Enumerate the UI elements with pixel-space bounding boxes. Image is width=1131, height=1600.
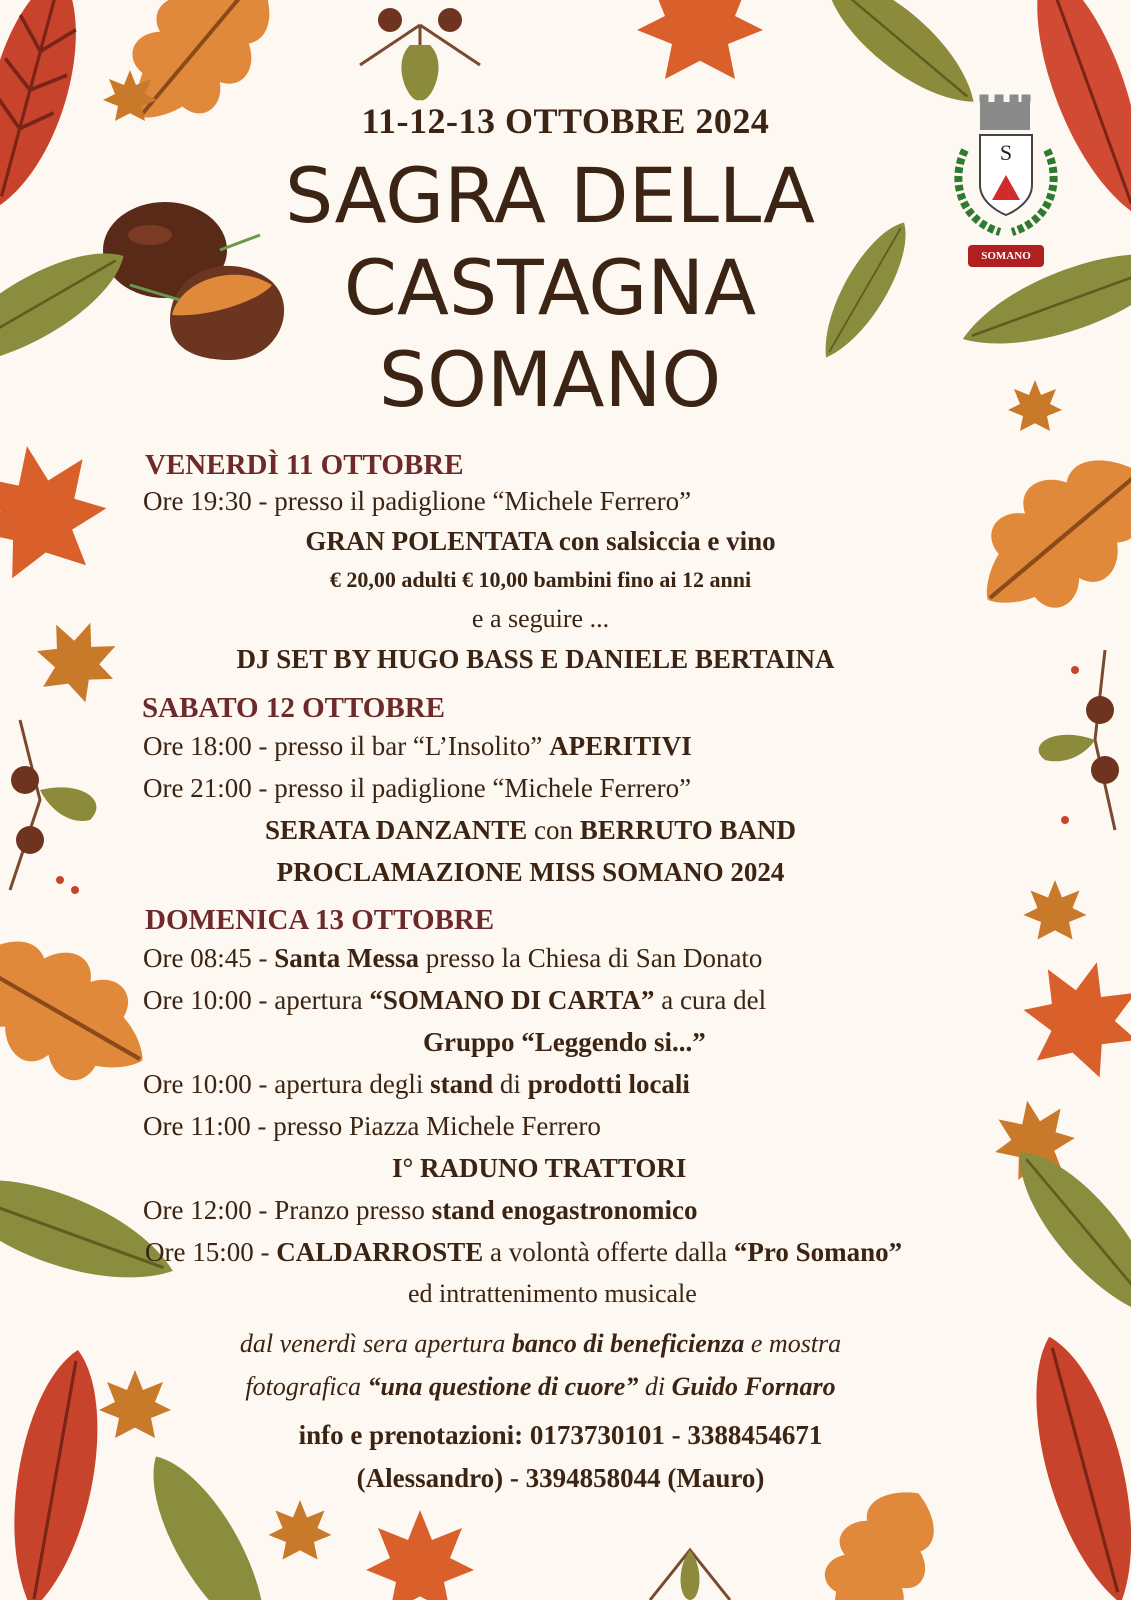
maple-leaf-icon: [1024, 880, 1087, 940]
maple-leaf-icon: [637, 0, 763, 79]
green-leaf-icon: [997, 1133, 1131, 1337]
saturday-line-1: Ore 18:00 - presso il bar “L’Insolito” APERITIVI: [143, 731, 692, 761]
friday-line-4: e a seguire ...: [471, 604, 610, 633]
title-line-3: SOMANO: [378, 335, 722, 424]
title-line-2: CASTAGNA: [343, 243, 757, 332]
sunday-line-7: Ore 12:00 - Pranzo presso stand enogastronomico: [143, 1195, 698, 1225]
info-line-2: (Alessandro) - 3394858044 (Mauro): [356, 1463, 765, 1493]
note-line-2: fotografica “una questione di cuore” di Guido Fornaro: [245, 1372, 836, 1401]
maple-leaf-icon: [0, 434, 116, 583]
saturday-line-3: SERATA DANZANTE con BERRUTO BAND: [264, 815, 797, 845]
sunday-line-9: ed intrattenimento musicale: [408, 1279, 697, 1308]
friday-line-3: € 20,00 adulti € 10,00 bambini fino ai 12 anni: [329, 567, 752, 592]
friday-heading: VENERDÌ 11 OTTOBRE: [145, 449, 464, 481]
saturday-heading: SABATO 12 OTTOBRE: [142, 692, 445, 724]
maple-leaf-icon: [269, 1500, 332, 1560]
sunday-heading: DOMENICA 13 OTTOBRE: [145, 904, 495, 936]
saturday-line-2: Ore 21:00 - presso il padiglione “Michele Ferrero”: [143, 773, 692, 803]
berry-sprig-icon: [650, 1550, 730, 1600]
maple-leaf-icon: [366, 1510, 474, 1600]
friday-line-5: DJ SET BY HUGO BASS E DANIELE BERTAINA: [236, 644, 835, 674]
friday-line-1: Ore 19:30 - presso il padiglione “Michele Ferrero”: [143, 486, 692, 516]
sunday-line-4: Ore 10:00 - apertura degli stand di prodotti locali: [143, 1069, 690, 1099]
saturday-line-4: PROCLAMAZIONE MISS SOMANO 2024: [276, 857, 785, 887]
green-leaf-icon: [0, 1156, 185, 1304]
berry-sprig-icon: [360, 8, 480, 100]
title-line-1: SAGRA DELLA: [284, 151, 816, 240]
crest-label: SOMANO: [981, 250, 1031, 262]
event-date: 11-12-13 OTTOBRE 2024: [361, 101, 770, 141]
info-line-1: info e prenotazioni: 0173730101 - 3388454671: [298, 1420, 823, 1450]
sunday-line-2: Ore 10:00 - apertura “SOMANO DI CARTA” a cura del: [143, 985, 767, 1015]
sunday-line-5: Ore 11:00 - presso Piazza Michele Ferrero: [143, 1111, 601, 1141]
sunday-line-1: Ore 08:45 - Santa Messa presso la Chiesa di San Donato: [143, 943, 763, 973]
note-line-1: dal venerdì sera apertura banco di beneficienza e mostra: [239, 1329, 842, 1358]
maple-leaf-icon: [1012, 947, 1131, 1084]
berry-sprig-icon: [1039, 650, 1119, 830]
sunday-line-6: I° RADUNO TRATTORI: [392, 1153, 687, 1183]
crest-letter: S: [999, 140, 1013, 165]
friday-line-2: GRAN POLENTATA con salsiccia e vino: [305, 526, 776, 556]
sunday-line-8: Ore 15:00 - CALDARROSTE a volontà offerte dalla “Pro Somano”: [145, 1237, 903, 1267]
sunday-line-3: Gruppo “Leggendo si...”: [423, 1027, 706, 1057]
